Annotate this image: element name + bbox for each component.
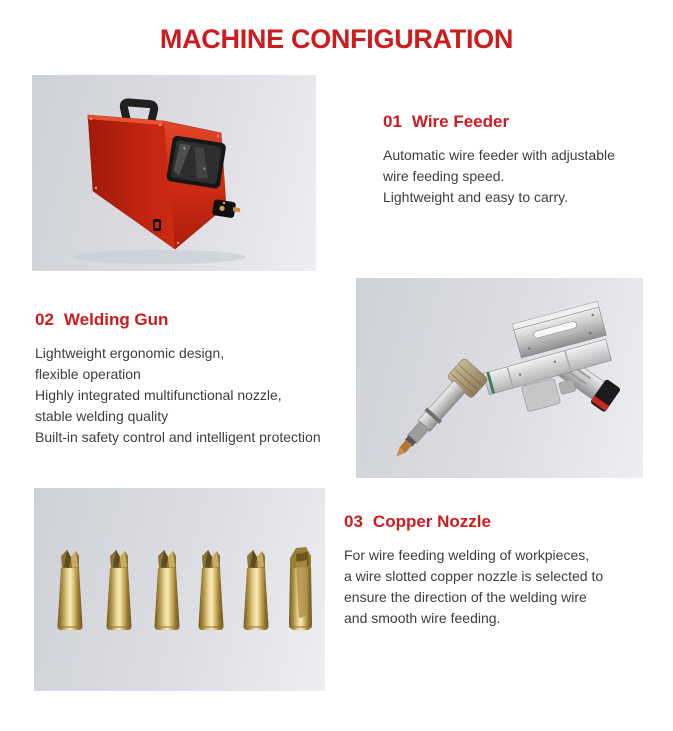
welding-gun-heading [35,310,321,330]
welding-gun-illustration [356,278,643,478]
section-number: 02 [35,310,54,329]
description-line: Lightweight and easy to carry. [383,189,568,205]
wire-connector [212,199,241,219]
description-line: wire feeding speed. [383,168,505,184]
section-number: 01 [383,112,402,131]
description-line: Automatic wire feeder with adjustable [383,147,615,163]
description-line: stable welding quality [35,408,169,424]
barrel [418,381,466,432]
gun-nozzle-assembly [385,357,489,468]
wire-feeder-heading [383,112,615,132]
copper-nozzle-heading [344,512,603,532]
page-title: MACHINE CONFIGURATION [159,24,514,54]
copper-nozzle-text [344,512,603,629]
wire-feeder-machine-illustration [32,75,316,271]
welding-gun-text [35,310,321,448]
nozzle-1 [58,550,83,630]
wire-feeder-photo [32,75,316,271]
description-line: and smooth wire feeding. [344,610,501,626]
nozzle-5 [244,550,269,630]
copper-nozzles-illustration [34,488,325,691]
description-line: flexible operation [35,366,141,382]
section-number: 03 [344,512,363,531]
welding-gun-photo [356,278,643,478]
description-line: Built-in safety control and intelligent protection [35,429,321,445]
machine-shadow [74,250,246,264]
nozzle-4 [199,550,224,630]
wire-feeder-text [383,112,615,208]
description-line: For wire feeding welding of workpieces, [344,547,590,563]
power-switch [153,219,161,231]
machine-window [166,135,227,189]
description-line: ensure the direction of the welding wire [344,589,587,605]
nozzle-2 [107,550,132,630]
section-title: Welding Gun [63,310,169,329]
description-line: a wire slotted copper nozzle is selected to [344,568,604,584]
copper-nozzle-photo [34,488,325,691]
description-line: Lightweight ergonomic design, [35,345,225,361]
description-line: Highly integrated multifunctional nozzle, [35,387,282,403]
section-title: Copper Nozzle [372,512,491,531]
nozzle-3 [155,550,180,630]
nozzle-6 [289,547,312,630]
section-title: Wire Feeder [411,112,510,131]
